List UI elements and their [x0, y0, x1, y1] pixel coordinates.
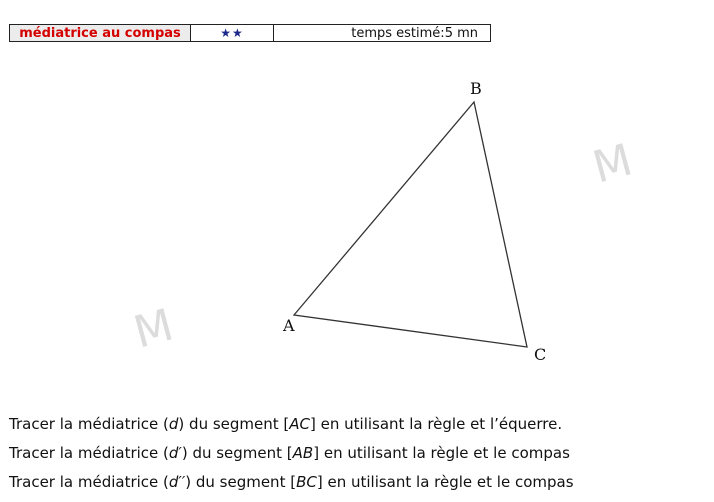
- instruction-line: Tracer la médiatrice (d′′) du segment [BC] en utilisant la règle et le compas: [9, 473, 574, 491]
- vertex-label-b: B: [470, 79, 482, 98]
- instructions: [9, 410, 709, 497]
- triangle-abc: [294, 102, 527, 347]
- exercise-title: médiatrice au compas: [10, 25, 190, 41]
- watermark: M: [587, 134, 638, 194]
- vertex-label-a: A: [283, 316, 295, 335]
- estimated-time: temps estimé:5 mn: [273, 25, 490, 41]
- instruction-line: Tracer la médiatrice (d′) du segment [AB] en utilisant la règle et le compas: [9, 444, 570, 462]
- watermark: M: [128, 299, 179, 359]
- instruction-line: Tracer la médiatrice (d) du segment [AC] en utilisant la règle et l’équerre.: [9, 415, 563, 433]
- difficulty-stars: ★★: [190, 25, 273, 41]
- vertex-label-c: C: [534, 345, 547, 364]
